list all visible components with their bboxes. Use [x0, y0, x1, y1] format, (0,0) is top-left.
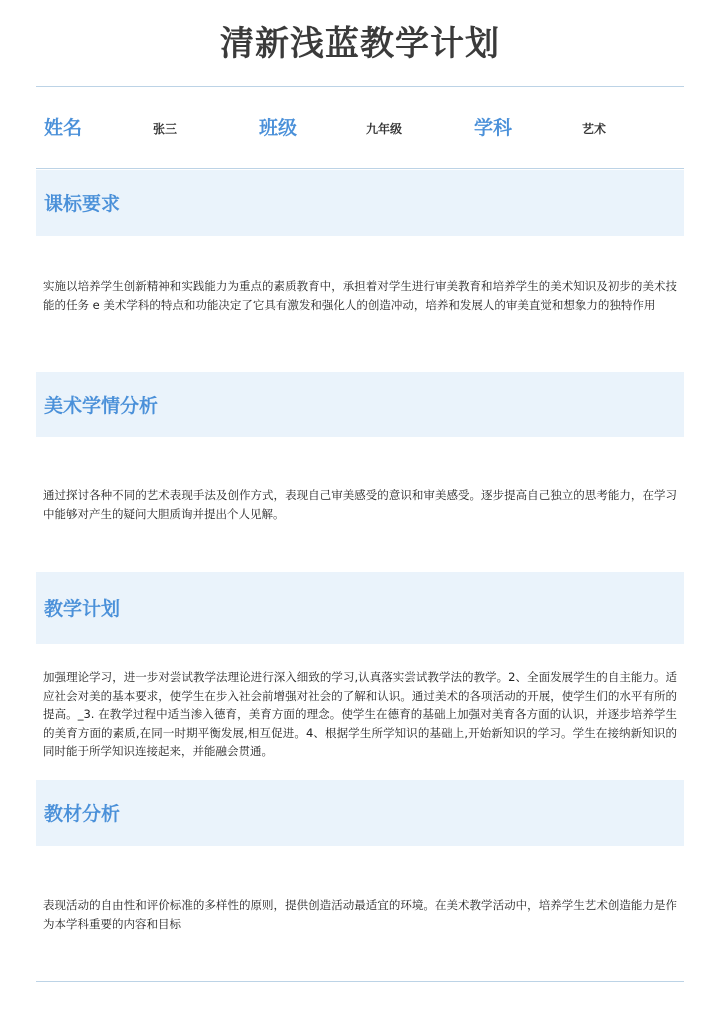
section-header-plan	[36, 572, 684, 644]
section-header-analysis	[36, 372, 684, 437]
subject-label: 学科	[474, 117, 513, 139]
section-heading: 教材分析	[44, 803, 121, 825]
class-value: 九年级	[366, 122, 403, 136]
student-info-row	[36, 88, 684, 168]
section-header-curriculum	[36, 170, 684, 236]
section-body-analysis: 通过探讨各种不同的艺术表现手法及创作方式，表现自己审美感受的意识和审美感受。逐步提高自己独立的思考能力，在学习中能够对产生的疑问大胆质询并提出个人见解。	[43, 488, 677, 521]
name-label: 姓名	[44, 117, 83, 139]
info-divider	[36, 168, 684, 169]
section-heading: 教学计划	[44, 598, 121, 620]
name-value: 张三	[153, 122, 178, 136]
page-title: 清新浅蓝教学计划	[220, 24, 500, 64]
subject-value: 艺术	[582, 122, 607, 136]
section-body-plan: 加强理论学习，进一步对尝试教学法理论进行深入细致的学习,认真落实尝试教学法的教学。2、全面发展学生的自主能力。适应社会对美的基本要求，使学生在步入社会前增强对社会的了解和认识。通过美术的各项活动的开展，使学生们的水平有所的提高。_3. 在教学过程中适当渗入德育，美育方面的理念。使学生在德育的基础上加强对美育各方面的认识，并逐步培养学生的美育方面的素质,在同一时期平衡发展,相互促进。4、根据学生所学知识的基础上,开始新知识的学习。学生在接纳新知识的同时能于所学知识连接起来，并能融会贯通。	[43, 670, 677, 758]
class-label: 班级	[259, 117, 298, 139]
section-heading: 课标要求	[44, 193, 121, 215]
bottom-divider	[36, 981, 684, 982]
section-heading: 美术学情分析	[44, 395, 159, 417]
section-body-curriculum: 实施以培养学生创新精神和实践能力为重点的素质教育中，承担着对学生进行审美教育和培养学生的美术知识及初步的美术技能的任务 e 美术学科的特点和功能决定了它具有激发和强化人的创造冲动，培养和发展人的审美直觉和想象力的独特作用	[43, 279, 677, 312]
top-divider	[36, 86, 684, 87]
section-header-materials	[36, 780, 684, 846]
section-body-materials: 表现活动的自由性和评价标准的多样性的原则，提供创造活动最适宜的环境。在美术教学活动中，培养学生艺术创造能力是作为本学科重要的内容和目标	[43, 898, 677, 931]
